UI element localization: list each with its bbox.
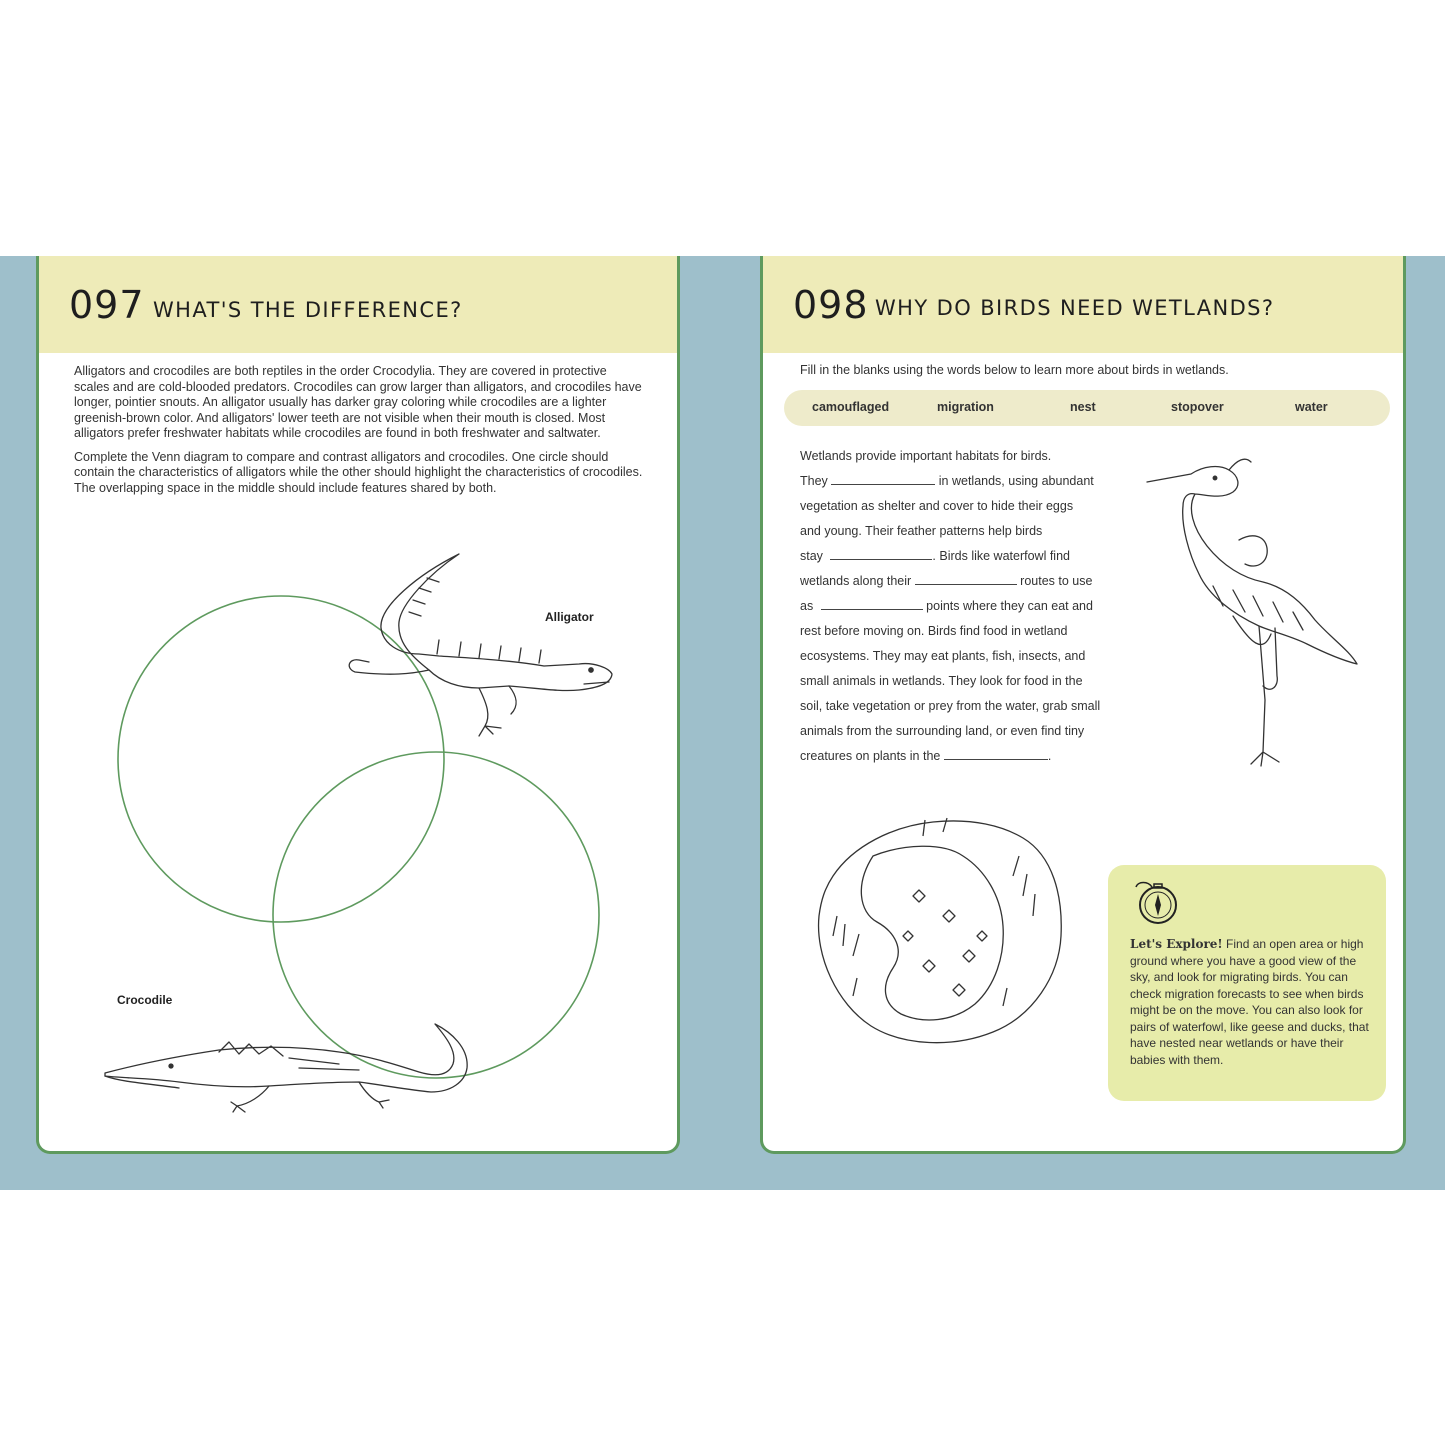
word-bank-item: stopover xyxy=(1171,400,1224,414)
word-bank-item: migration xyxy=(937,400,994,414)
wetland-drawing xyxy=(819,818,1062,1043)
passage-text: routes to use xyxy=(1020,574,1093,588)
heron-drawing xyxy=(1147,459,1357,766)
passage-line: and young. Their feather patterns help birds xyxy=(800,524,1043,538)
passage-text: as xyxy=(800,599,814,613)
passage-line: ecosystems. They may eat plants, fish, insects, and xyxy=(800,649,1086,663)
passage-line: vegetation as shelter and cover to hide their eggs xyxy=(800,499,1074,513)
alligator-label: Alligator xyxy=(545,610,594,624)
passage-text: points where they can eat and xyxy=(926,599,1093,613)
passage-text: . Birds like waterfowl find xyxy=(932,549,1070,563)
venn-diagram-illustration xyxy=(39,256,680,1154)
passage-text: in wetlands, using abundant xyxy=(938,474,1094,488)
activity-number: 097 xyxy=(69,283,145,327)
fill-in-instruction: Fill in the blanks using the words below to learn more about birds in wetlands. xyxy=(800,363,1229,377)
passage-line: animals from the surrounding land, or even find tiny xyxy=(800,724,1085,738)
page-097 xyxy=(36,256,680,1154)
venn-circle-crocodile[interactable] xyxy=(273,752,599,1078)
venn-circle-alligator[interactable] xyxy=(118,596,444,922)
passage-text: stay xyxy=(800,549,823,563)
word-bank-item: nest xyxy=(1070,400,1096,414)
page-098 xyxy=(760,256,1406,1154)
lets-explore-text xyxy=(1130,936,1370,1068)
word-bank-item: camouflaged xyxy=(812,400,890,414)
passage-line: small animals in wetlands. They look for food in the xyxy=(800,674,1083,688)
compass-icon xyxy=(1126,875,1186,927)
lets-explore-heading: Let's Explore! xyxy=(1130,937,1223,951)
passage-line: soil, take vegetation or prey from the water, grab small xyxy=(800,699,1101,713)
lets-explore-body: Find an open area or high ground where you have a good view of the sky, and look for migrating birds. You can check migration forecasts to see when birds might be on the move. You can also look for pairs of waterfowl, like geese and ducks, that have nested near wetlands or have their babies with them. xyxy=(1130,937,1369,1067)
activity-title: WHY DO BIRDS NEED WETLANDS? xyxy=(875,296,1275,320)
activity-title: WHAT'S THE DIFFERENCE? xyxy=(153,298,463,322)
passage-text: . xyxy=(1047,749,1052,763)
word-bank-item: water xyxy=(1295,400,1328,414)
lets-explore-box xyxy=(1108,865,1386,1101)
paragraph-instructions: Complete the Venn diagram to compare and contrast alligators and crocodiles. One circle should contain the characteristics of alligators while the other should highlight the characteristics of crocodiles. The overlapping space in the middle should include features shared by both. xyxy=(74,449,643,495)
crocodile-label: Crocodile xyxy=(117,993,173,1007)
paragraph-intro: Alligators and crocodiles are both reptiles in the order Crocodylia. They are covered in protective scales and are cold-blooded predators. Crocodiles can grow larger than alligators, and crocodiles have longer, pointier snouts. An alligator usually has darker gray coloring while crocodiles are a lighter greenish-brown color. And alligators' lower teeth are not visible when their mouth is closed. Most alligators prefer freshwater habitats while crocodiles are found in both freshwater and saltwater. xyxy=(74,364,642,440)
crocodile-drawing xyxy=(105,1024,467,1112)
activity-number: 098 xyxy=(793,283,869,327)
passage-line: rest before moving on. Birds find food in wetland xyxy=(800,624,1068,638)
alligator-drawing xyxy=(349,554,612,736)
passage-text: wetlands along their xyxy=(800,574,912,588)
passage-line: Wetlands provide important habitats for birds. xyxy=(800,449,1052,463)
passage-text: They xyxy=(800,474,828,488)
passage-text: creatures on plants in the xyxy=(800,749,941,763)
